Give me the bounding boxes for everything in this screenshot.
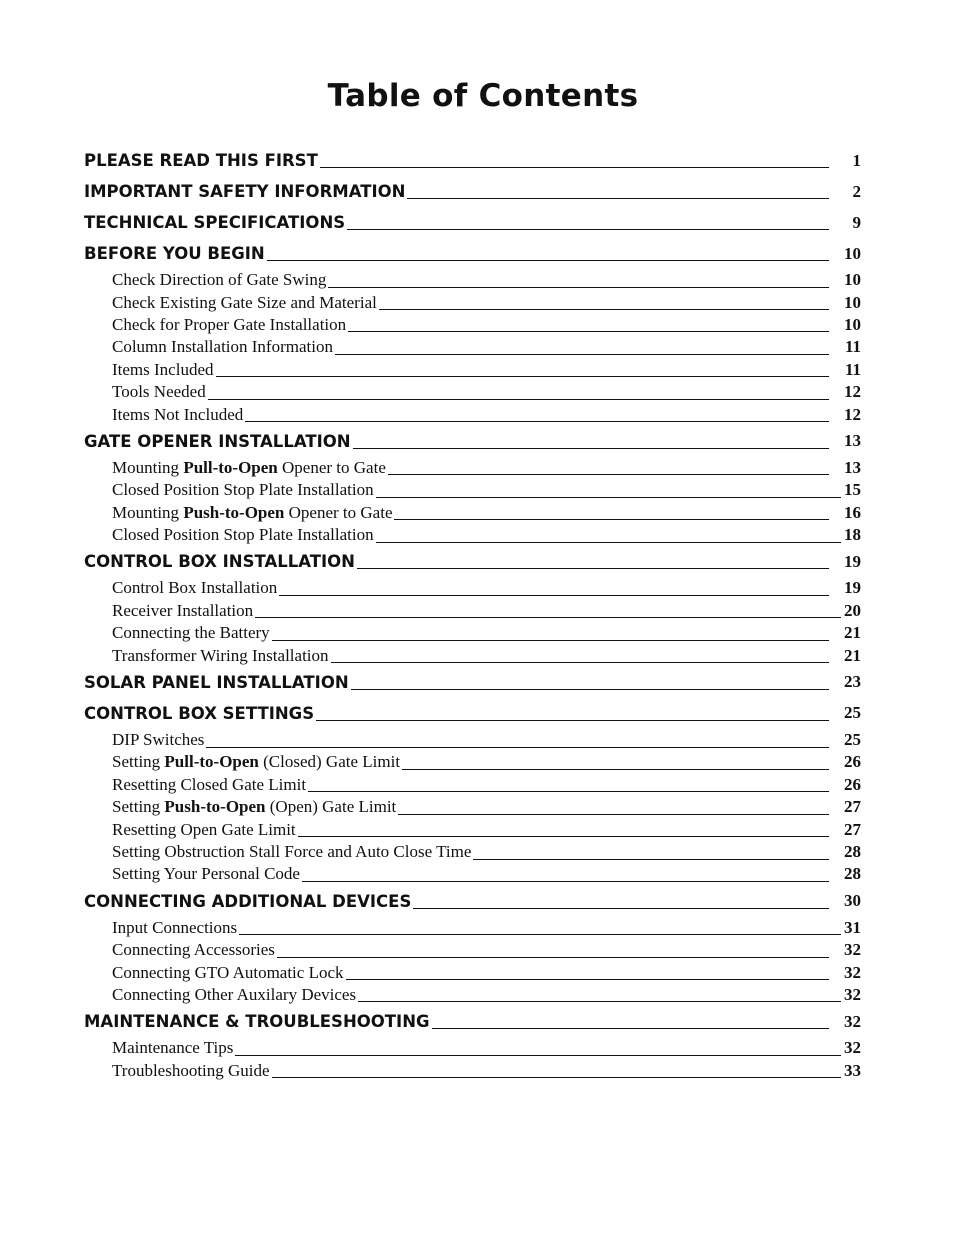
toc-entry-label-part: Mounting [112, 502, 184, 522]
toc-entry[interactable] [84, 1060, 861, 1082]
toc-entry-label-part: Input Connections [112, 917, 238, 937]
toc-leader-line [348, 331, 829, 332]
toc-section-heading[interactable] [84, 238, 861, 269]
toc-entry-label-part: Column Installation Information [112, 337, 333, 357]
toc-entry-label: SOLAR PANEL INSTALLATION [84, 672, 349, 692]
toc-entry-label [112, 646, 329, 666]
toc-entry-label-part: Setting Your Personal Code [112, 864, 300, 884]
toc-entry[interactable] [84, 403, 861, 425]
toc-entry-label: BEFORE YOU BEGIN [84, 244, 265, 263]
table-of-contents [84, 145, 861, 1082]
toc-section-heading[interactable] [84, 886, 861, 917]
toc-page-number: 13 [844, 431, 861, 451]
toc-leader-line [473, 859, 829, 860]
toc-entry-label-part: (Open) Gate Limit [265, 797, 397, 817]
toc-leader-line [267, 260, 829, 261]
toc-page-number: 12 [844, 382, 861, 402]
toc-entry-label-part: Resetting Open Gate Limit [112, 819, 296, 839]
toc-entry-label [112, 842, 471, 862]
toc-page-number: 19 [844, 578, 861, 598]
toc-entry-label-part: Connecting the Battery [112, 623, 270, 643]
toc-page-number: 12 [844, 404, 861, 424]
toc-leader-line [302, 881, 829, 882]
toc-leader-line [272, 640, 829, 641]
toc-entry[interactable] [84, 291, 861, 313]
toc-entry-label-part: Mounting [112, 457, 184, 477]
toc-entry-label: TECHNICAL SPECIFICATIONS [84, 213, 346, 232]
toc-page-number: 10 [844, 314, 861, 334]
toc-entry-label-part: Check Existing Gate Size and Material [112, 292, 377, 312]
toc-leader-line [279, 595, 829, 596]
toc-entry-label [112, 918, 237, 938]
toc-entry-label-part: Troubleshooting Guide [112, 1060, 270, 1080]
toc-entry[interactable] [84, 961, 861, 983]
toc-entry-label [112, 601, 253, 621]
toc-entry-label [112, 623, 270, 643]
toc-entry[interactable] [84, 457, 861, 479]
toc-leader-line [216, 376, 830, 377]
toc-leader-line [388, 474, 829, 475]
toc-entry[interactable] [84, 622, 861, 644]
toc-leader-line [239, 934, 841, 935]
toc-entry-label-part: Control Box Installation [112, 578, 278, 598]
toc-entry-label [112, 1061, 270, 1081]
toc-section-heading[interactable] [84, 546, 861, 577]
toc-entry-label [112, 578, 277, 598]
toc-entry-label-part: Setting [112, 797, 165, 817]
toc-entry-label [112, 963, 344, 983]
toc-entry-label [112, 775, 306, 795]
toc-leader-line [376, 542, 841, 543]
toc-entry-label: PLEASE READ THIS FIRST [84, 151, 318, 170]
toc-leader-line [320, 167, 829, 168]
toc-page-number: 28 [844, 864, 861, 884]
toc-entry-label-emphasis: Pull-to-Open [164, 752, 259, 772]
toc-page-number: 27 [844, 819, 861, 839]
toc-entry[interactable] [84, 863, 861, 885]
toc-entry[interactable] [84, 381, 861, 403]
toc-entry-label-part: Setting [112, 752, 165, 772]
toc-section-heading[interactable] [84, 698, 861, 729]
toc-entry[interactable] [84, 841, 861, 863]
toc-entry-label [112, 405, 243, 425]
toc-entry-label [112, 382, 206, 402]
toc-page-number: 33 [844, 1060, 861, 1080]
toc-page-number: 25 [844, 730, 861, 750]
toc-entry-label: CONNECTING ADDITIONAL DEVICES [84, 891, 412, 911]
toc-entry-label-part: Connecting Other Auxilary Devices [112, 984, 357, 1004]
toc-page-number: 21 [844, 623, 861, 643]
toc-page-number: 11 [844, 337, 861, 357]
toc-page-number: 26 [844, 774, 861, 794]
toc-page-number: 21 [844, 645, 861, 665]
toc-entry-label: CONTROL BOX INSTALLATION [84, 552, 355, 572]
toc-entry[interactable] [84, 314, 861, 336]
toc-entry[interactable] [84, 939, 861, 961]
toc-page-number: 2 [852, 181, 861, 201]
toc-entry-label [112, 503, 392, 523]
toc-entry[interactable] [84, 1037, 861, 1059]
toc-entry[interactable] [84, 269, 861, 291]
toc-section-heading[interactable] [84, 145, 861, 176]
toc-leader-line [245, 421, 829, 422]
toc-leader-line [272, 1077, 841, 1078]
toc-leader-line [208, 399, 829, 400]
toc-page-number: 11 [844, 359, 861, 379]
toc-entry-label-part: Opener to Gate [277, 457, 386, 477]
toc-leader-line [308, 791, 829, 792]
toc-section-heading[interactable] [84, 667, 861, 698]
toc-entry-label [112, 730, 204, 750]
toc-leader-line [413, 908, 829, 909]
toc-entry-label: MAINTENANCE & TROUBLESHOOTING [84, 1012, 430, 1032]
toc-leader-line [379, 309, 829, 310]
toc-page-number: 32 [844, 940, 861, 960]
toc-page-number: 31 [844, 917, 861, 937]
toc-page-number: 10 [844, 243, 861, 263]
toc-entry[interactable] [84, 502, 861, 524]
toc-entry-label [112, 337, 333, 357]
toc-entry-label: CONTROL BOX SETTINGS [84, 703, 315, 723]
toc-entry-label [112, 270, 326, 290]
toc-page-number: 15 [844, 480, 861, 500]
toc-entry-label-part: (Closed) Gate Limit [258, 752, 401, 772]
toc-page-number: 32 [844, 984, 861, 1004]
toc-entry-label [112, 360, 214, 380]
toc-page-number: 32 [844, 1011, 861, 1031]
toc-leader-line [357, 568, 829, 569]
toc-entry[interactable] [84, 751, 861, 773]
toc-page-number: 32 [844, 962, 861, 982]
toc-entry-label-emphasis: Push-to-Open [164, 797, 266, 817]
toc-entry-label [112, 458, 386, 478]
toc-entry-label [112, 752, 400, 772]
toc-entry-label-part: Tools Needed [112, 382, 206, 402]
toc-entry-label-part: Opener to Gate [284, 502, 393, 522]
toc-page-number: 18 [844, 525, 861, 545]
toc-entry-label-emphasis: Pull-to-Open [183, 457, 278, 477]
toc-page-number: 20 [844, 600, 861, 620]
toc-leader-line [335, 354, 829, 355]
toc-entry[interactable] [84, 479, 861, 501]
toc-entry-label [112, 985, 356, 1005]
toc-section-heading[interactable] [84, 426, 861, 457]
toc-leader-line [331, 662, 829, 663]
toc-leader-line [432, 1028, 829, 1029]
toc-entry-label-part: Connecting GTO Automatic Lock [112, 962, 344, 982]
toc-leader-line [358, 1001, 841, 1002]
toc-entry[interactable] [84, 774, 861, 796]
toc-page-number: 10 [844, 292, 861, 312]
toc-entry-label [112, 525, 374, 545]
toc-leader-line [398, 814, 829, 815]
toc-entry-label-part: Check for Proper Gate Installation [112, 314, 347, 334]
toc-leader-line [351, 689, 829, 690]
toc-page-number: 26 [844, 752, 861, 772]
toc-entry-label-part: Maintenance Tips [112, 1038, 234, 1058]
toc-leader-line [277, 957, 829, 958]
toc-leader-line [206, 747, 829, 748]
toc-page-number: 10 [844, 270, 861, 290]
toc-entry-label-emphasis: Push-to-Open [183, 502, 285, 522]
toc-leader-line [298, 836, 829, 837]
toc-entry[interactable] [84, 359, 861, 381]
toc-entry-label-part: DIP Switches [112, 730, 205, 750]
toc-page-number: 23 [844, 672, 861, 692]
toc-page-number: 27 [844, 797, 861, 817]
toc-leader-line [353, 448, 829, 449]
toc-entry-label-part: Transformer Wiring Installation [112, 645, 329, 665]
toc-section-heading[interactable] [84, 207, 861, 238]
toc-leader-line [346, 979, 829, 980]
toc-entry[interactable] [84, 524, 861, 546]
toc-page-number: 16 [844, 502, 861, 522]
toc-entry-label [112, 293, 377, 313]
toc-entry-label [112, 820, 296, 840]
toc-page-number: 32 [844, 1038, 861, 1058]
toc-entry[interactable] [84, 917, 861, 939]
toc-entry-label-part: Closed Position Stop Plate Installation [112, 525, 374, 545]
toc-entry-label [112, 480, 374, 500]
toc-page-number: 28 [844, 842, 861, 861]
toc-section-heading[interactable] [84, 176, 861, 207]
toc-entry[interactable] [84, 600, 861, 622]
toc-entry-label [112, 864, 300, 884]
toc-entry[interactable] [84, 818, 861, 840]
toc-section-heading[interactable] [84, 1006, 861, 1037]
toc-entry-label: GATE OPENER INSTALLATION [84, 431, 351, 451]
toc-page-number: 30 [844, 891, 861, 911]
toc-leader-line [407, 198, 829, 199]
toc-entry-label [112, 940, 275, 960]
toc-entry[interactable] [84, 796, 861, 818]
toc-entry-label-part: Setting Obstruction Stall Force and Auto Close Time [112, 842, 472, 861]
toc-entry-label-part: Check Direction of Gate Swing [112, 270, 327, 290]
toc-leader-line [347, 229, 829, 230]
toc-entry[interactable] [84, 729, 861, 751]
toc-entry-label: IMPORTANT SAFETY INFORMATION [84, 182, 406, 201]
toc-entry-label-part: Items Not Included [112, 404, 244, 424]
toc-entry-label-part: Items Included [112, 359, 214, 379]
toc-page-number: 13 [844, 457, 861, 477]
toc-entry-label [112, 315, 346, 335]
toc-leader-line [328, 287, 829, 288]
toc-leader-line [402, 769, 829, 770]
toc-entry[interactable] [84, 644, 861, 666]
toc-page-number: 19 [844, 551, 861, 571]
toc-entry-label [112, 797, 396, 817]
toc-leader-line [316, 720, 829, 721]
toc-leader-line [255, 617, 841, 618]
toc-entry-label-part: Closed Position Stop Plate Installation [112, 480, 374, 500]
toc-entry-label [112, 1038, 233, 1058]
toc-entry-label-part: Connecting Accessories [112, 940, 275, 960]
toc-leader-line [394, 519, 829, 520]
toc-page-number: 25 [844, 703, 861, 723]
toc-entry[interactable] [84, 984, 861, 1006]
toc-page-number: 9 [852, 212, 861, 232]
toc-leader-line [235, 1055, 841, 1056]
page-title: Table of Contents [327, 78, 639, 114]
toc-entry-label-part: Resetting Closed Gate Limit [112, 774, 307, 794]
toc-entry-label-part: Receiver Installation [112, 600, 254, 620]
toc-entry[interactable] [84, 336, 861, 358]
toc-page-number: 1 [852, 150, 861, 170]
toc-entry[interactable] [84, 577, 861, 599]
toc-leader-line [376, 497, 841, 498]
